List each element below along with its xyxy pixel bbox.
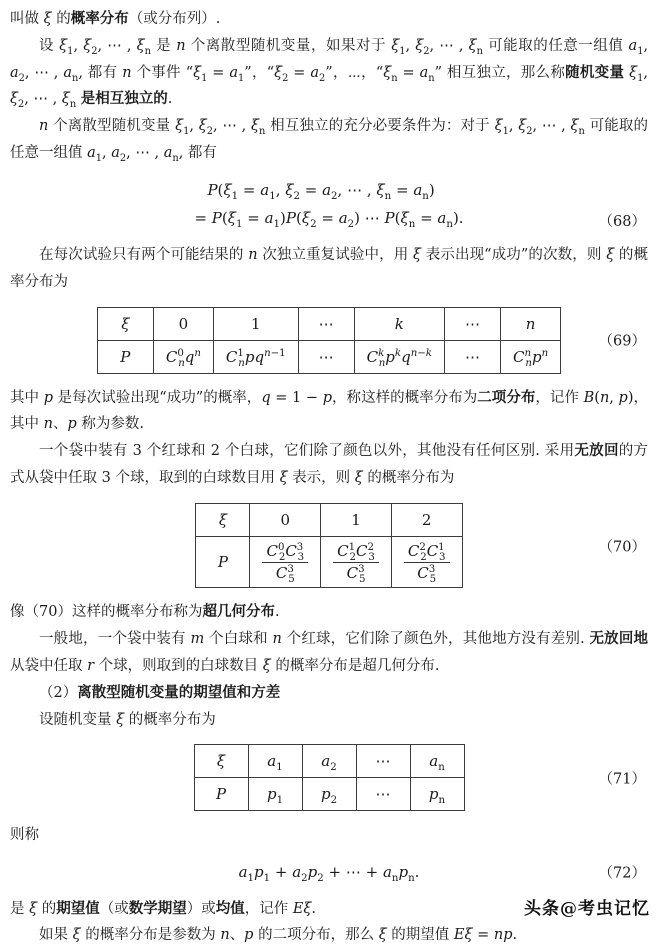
equation-number-69: （69） (598, 333, 646, 350)
table-cell: 1 (321, 503, 392, 536)
equation-68 (194, 176, 463, 233)
table-row (97, 307, 560, 340)
table-70-block (10, 503, 648, 589)
table-cell: ξ (194, 745, 248, 778)
table-cell: $p_2$ (302, 778, 356, 811)
paragraph-expectation-name: 是 ξ 的期望值（或数学期望）或均值，记作 Eξ. (10, 899, 317, 917)
table-cell: $C^k_np^kq^{n-k}$ (354, 340, 444, 373)
table-cell: P (194, 778, 248, 811)
table-cell: 0 (250, 503, 321, 536)
table-69-block (10, 307, 648, 374)
table-cell: 2 (391, 503, 462, 536)
hypergeometric-distribution-table (195, 503, 462, 589)
paragraph-necessary-sufficient-condition: n 个离散型随机变量 $\xi_1$, $\xi_2$, ⋯ , $\xi_n$ 相互独立的充分必要条件为：对于 $\xi_1$, $\xi_2$, ⋯ , $\xi_n$ 可能取的任意一组值 $a_1$, $a_2$, ⋯ , $a_n$, 都有 (10, 118, 649, 164)
table-cell: k (354, 307, 444, 340)
paragraph-hypergeometric-general: 一般地，一个袋中装有 m 个白球和 n 个红球，它们除了颜色外，其他地方没有差别. 无放回地从袋中任取 r 个球，则取到的白球数目 ξ 的概率分布是超几何分布. (10, 630, 649, 674)
table-cell: 0 (153, 307, 213, 340)
table-cell: $\frac{C^0_2C^3_3}{C^3_5}$ (250, 536, 321, 588)
table-cell: n (500, 307, 560, 340)
paragraph-bernoulli-trials: 在每次试验只有两个可能结果的 n 次独立重复试验中，用 ξ 表示出现“成功”的次数，则 ξ 的概率分布为 (10, 246, 649, 290)
table-row (194, 745, 464, 778)
paragraph-independence-definition: 设 $\xi_1$, $\xi_2$, ⋯ , $\xi_n$ 是 n 个离散型随机变量，如果对于 $\xi_1$, $\xi_2$, ⋯ , $\xi_n$ 可能取的任意一组值 $a_1$, $a_2$, ⋯ , $a_n$, 都有 n 个事件 “$\xi_1 = a_1$”，“$\xi_2 = a_2$”，⋯，“$\xi_n = a_n$” 相互独立，那么称随机变量 $\xi_1$, $\xi_2$, ⋯ , $\xi_n$ 是相互独立的. (10, 37, 649, 111)
paragraph-distribution-name: 叫做 ξ 的概率分布（或分布列）. (10, 10, 221, 27)
equation-68-block (10, 176, 648, 233)
equation-72 (239, 858, 420, 887)
table-row (194, 778, 464, 811)
equation-number-71: （71） (598, 771, 646, 788)
paragraph-then-called: 则称 (10, 827, 39, 844)
general-distribution-table (194, 744, 465, 811)
table-cell: 1 (213, 307, 298, 340)
table-cell: P (196, 536, 250, 588)
binomial-distribution-table (97, 307, 561, 374)
paragraph-let-distribution: 设随机变量 ξ 的概率分布为 (39, 711, 216, 728)
paragraph-urn-example: 一个袋中装有 3 个红球和 2 个白球，它们除了颜色以外，其他没有任何区别. 采用无放回的方式从袋中任取 3 个球，取到的白球数目用 ξ 表示，则 ξ 的概率分布为 (10, 442, 649, 486)
equation-68-line-1: $P(\xi_1 = a_1$, $\xi_2 = a_2$, ⋯ , $\xi_n = a_n$) (207, 180, 435, 202)
table-cell: ⋯ (356, 745, 410, 778)
table-row (97, 340, 560, 373)
table-71-block (10, 744, 648, 811)
equation-number-70: （70） (598, 539, 646, 555)
watermark-text: 头条@考虫记忆 (524, 899, 650, 919)
equation-number-68: （68） (598, 213, 646, 230)
table-cell: $p_1$ (248, 778, 302, 811)
paragraph-hypergeometric-name: 像（70）这样的概率分布称为超几何分布. (10, 603, 280, 621)
paragraph-binomial-expectation: 如果 ξ 的概率分布是参数为 n、p 的二项分布，那么 ξ 的期望值 Eξ = np. (39, 927, 518, 944)
equation-number-72: （72） (598, 865, 646, 882)
table-cell: P (97, 340, 153, 373)
paragraph-binomial-definition: 其中 p 是每次试验出现“成功”的概率，q = 1 − p，称这样的概率分布为二项分布，记作 B(n, p)，其中 n、p 称为参数. (10, 388, 649, 433)
table-cell: $\frac{C^1_2C^2_3}{C^3_5}$ (321, 536, 392, 588)
section-heading-expectation-variance: （2）离散型随机变量的期望值和方差 (39, 683, 281, 701)
table-cell: ξ (97, 307, 153, 340)
table-row (196, 536, 462, 588)
table-cell: $\frac{C^2_2C^1_3}{C^3_5}$ (391, 536, 462, 588)
table-cell: $a_n$ (410, 745, 464, 778)
table-row (196, 503, 462, 536)
table-cell: $C^n_np^n$ (500, 340, 560, 373)
table-cell: $p_n$ (410, 778, 464, 811)
table-cell: $C^1_npq^{n-1}$ (213, 340, 298, 373)
equation-72-line-1: $a_1p_1 + a_2p_2$ + ⋯ + $a_np_n$. (238, 863, 420, 885)
table-cell: ⋯ (298, 307, 354, 340)
table-cell: ⋯ (444, 340, 500, 373)
table-cell: $C^0_nq^n$ (153, 340, 213, 373)
table-cell: ξ (196, 503, 250, 536)
table-cell: $a_2$ (302, 745, 356, 778)
equation-68-line-2: = $P(\xi_1 = a_1)P(\xi_2 = a_2)$ ⋯ $P(\xi_n = a_n)$. (194, 209, 464, 231)
table-cell: ⋯ (298, 340, 354, 373)
table-cell: ⋯ (356, 778, 410, 811)
table-cell: ⋯ (444, 307, 500, 340)
table-cell: $a_1$ (248, 745, 302, 778)
equation-72-block (10, 858, 648, 887)
